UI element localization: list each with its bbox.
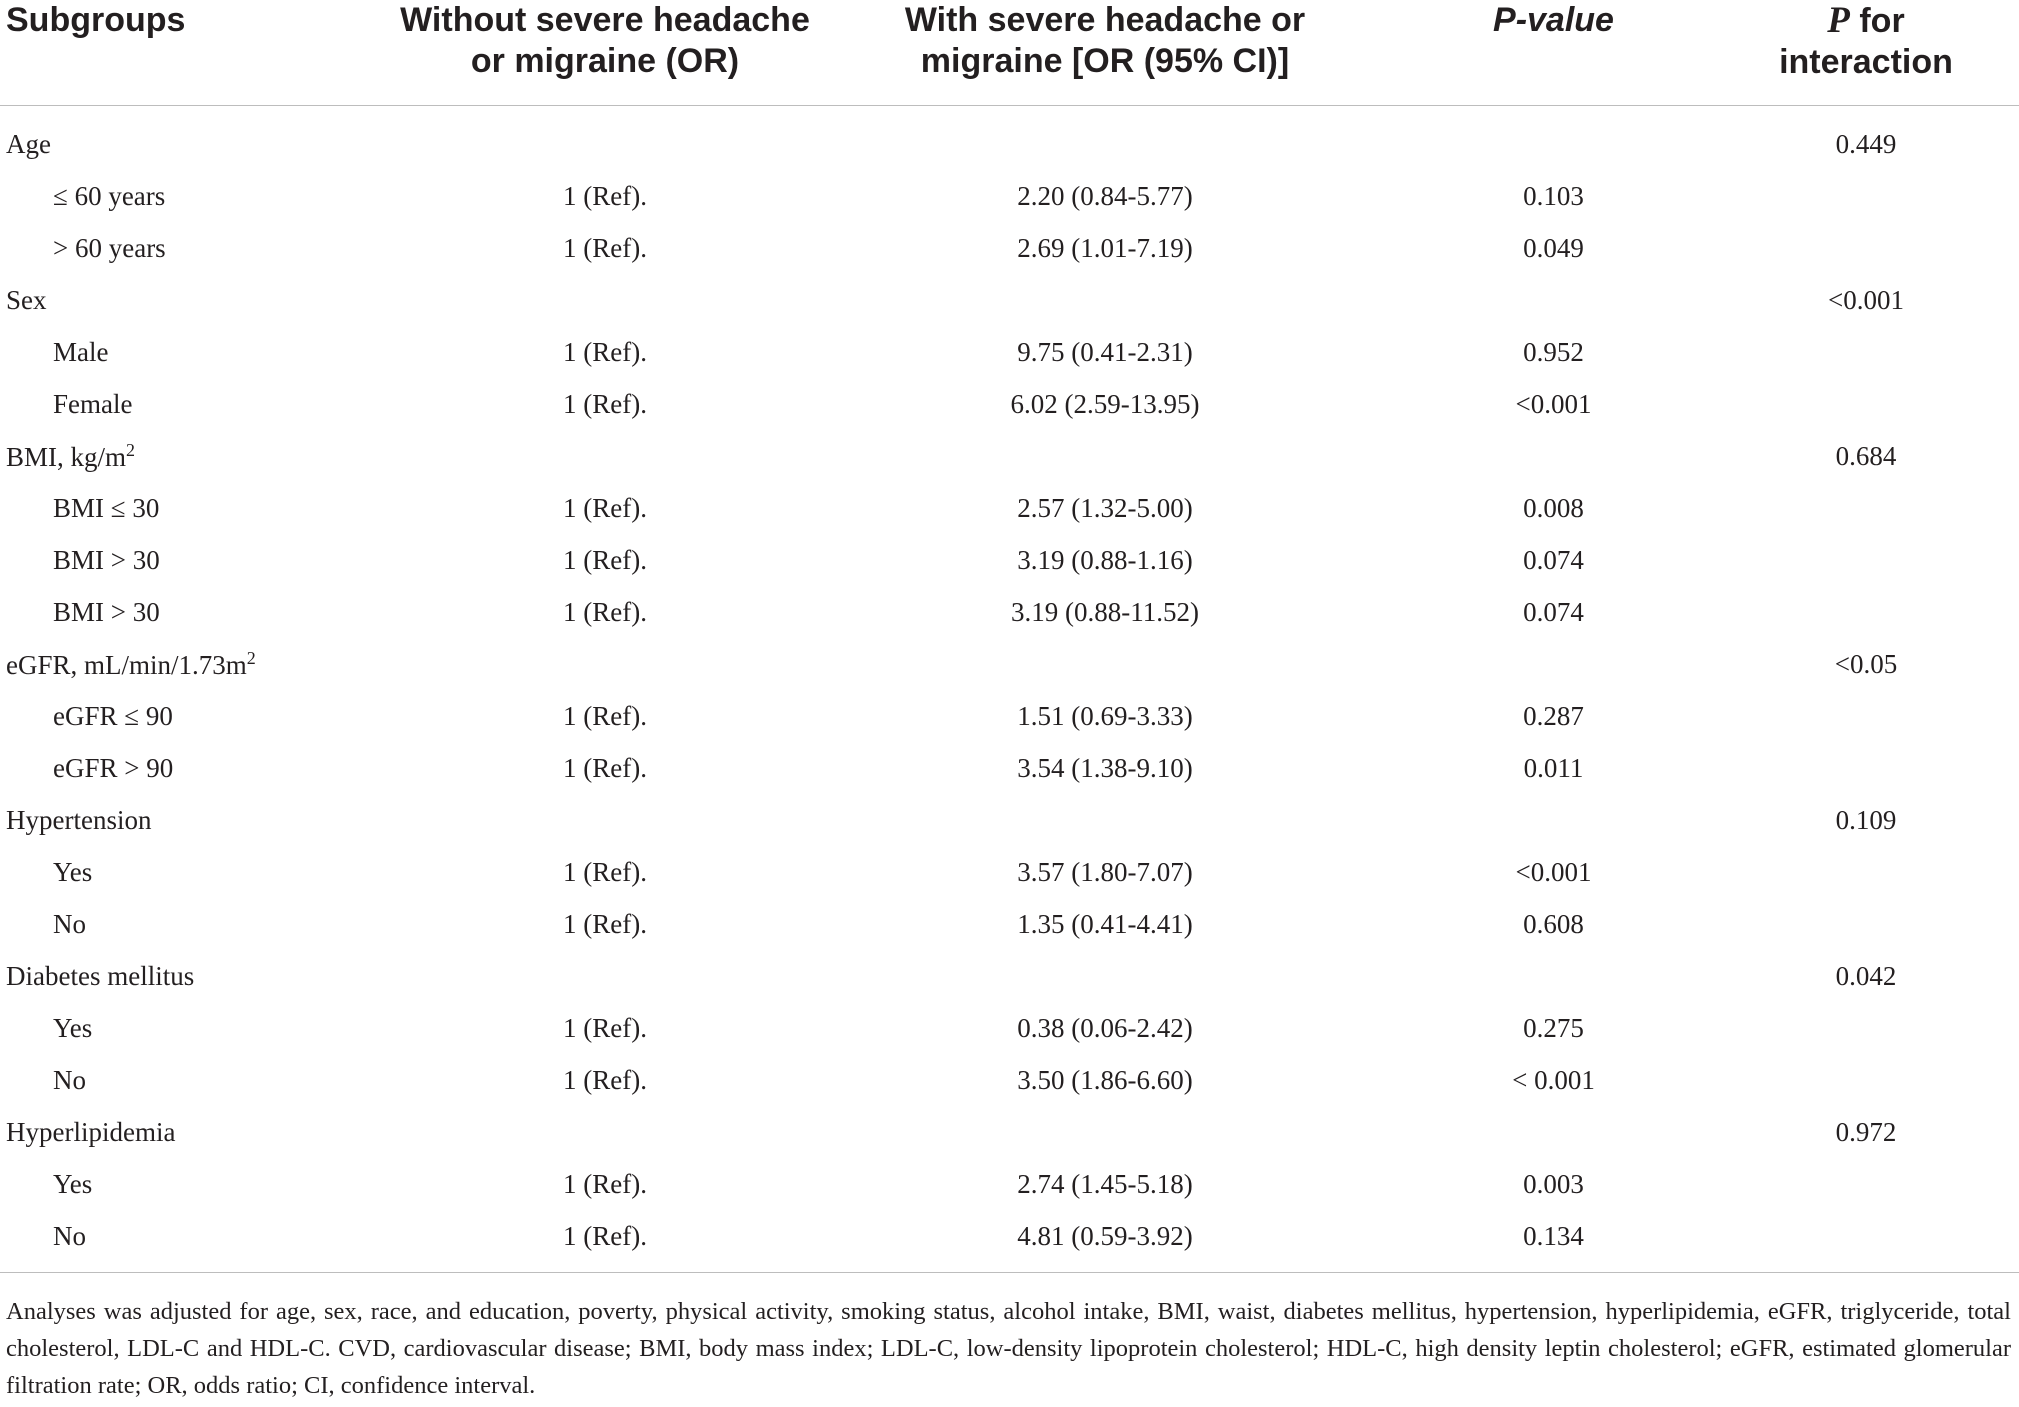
odds-ratio-cell [840,898,1370,950]
subgroup-label-cell-text: No [53,908,86,939]
p-value-cell-text: 0.008 [1523,492,1584,523]
p-value-cell [1370,106,1737,171]
table-header [0,0,2019,106]
table-row [0,482,2019,534]
p-interaction-cell [1737,534,2019,586]
p-value-cell [1370,690,1737,742]
p-interaction-cell [1737,690,2019,742]
ref-cell-text: 1 (Ref). [563,908,647,939]
odds-ratio-cell-text: 6.02 (2.59-13.95) [1010,388,1200,419]
subgroup-label-cell [0,1158,370,1210]
odds-ratio-cell [840,742,1370,794]
p-value-cell-text: 0.287 [1523,700,1584,731]
odds-ratio-cell [840,638,1370,690]
p-interaction-cell-text: 0.972 [1835,1116,1897,1147]
header-p-value-text: P-value [1493,1,1614,39]
group-row [0,430,2019,482]
odds-ratio-cell [840,482,1370,534]
ref-cell-text: 1 (Ref). [563,752,647,783]
p-interaction-cell-text: 0.109 [1835,804,1897,835]
ref-cell-text: 1 (Ref). [563,596,647,627]
p-value-cell-text: < 0.001 [1512,1064,1595,1095]
ref-cell [370,482,840,534]
ref-cell-text: 1 (Ref). [563,388,647,419]
ref-cell [370,106,840,171]
p-value-cell [1370,170,1737,222]
subgroup-label-cell [0,898,370,950]
header-subgroups [0,0,370,106]
subgroup-label-cell [0,1002,370,1054]
table-row [0,1002,2019,1054]
table-footnote: Analyses was adjusted for age, sex, race, and education, poverty, physical activity, smoking status, alcohol intake, BMI, waist, diabetes mellitus, hypertension, hyperlipidemia, eGFR, triglyceride, total cholesterol, LDL-C and HDL-C. CVD, cardiovascular disease; BMI, body mass index; LDL-C, low-density lipoprotein cholesterol; HDL-C, high density leptin cholesterol; eGFR, estimated glomerular filtration rate; OR, odds ratio; CI, confidence interval. [6,1298,2011,1399]
odds-ratio-cell-text: 3.19 (0.88-1.16) [1017,544,1193,575]
ref-cell [370,274,840,326]
ref-cell-text: 1 (Ref). [563,492,647,523]
p-value-cell-text: 0.011 [1523,752,1584,783]
subgroup-label-cell-text: No [53,1220,86,1251]
ref-cell-text: 1 (Ref). [563,1012,647,1043]
ref-cell [370,586,840,638]
p-interaction-cell [1737,378,2019,430]
ref-cell [370,846,840,898]
subgroup-label-cell [0,482,370,534]
subgroup-label-cell-text: Male [53,336,109,367]
p-value-cell [1370,1158,1737,1210]
subgroup-label-cell-text: Hypertension [6,804,152,835]
subgroup-label-cell-text: eGFR, mL/min/1.73m [6,649,247,680]
subgroup-label-cell-text: BMI > 30 [53,596,160,627]
subgroup-label-cell-text: BMI, kg/m [6,441,127,472]
ref-cell [370,794,840,846]
table-row [0,690,2019,742]
odds-ratio-cell-text: 1.51 (0.69-3.33) [1017,700,1193,731]
p-value-cell [1370,1002,1737,1054]
ref-cell [370,326,840,378]
p-value-cell [1370,482,1737,534]
subgroup-label-cell [0,1054,370,1106]
odds-ratio-cell-text: 1.35 (0.41-4.41) [1017,908,1193,939]
odds-ratio-cell [840,1158,1370,1210]
p-value-cell [1370,222,1737,274]
header-subgroups-text: Subgroups [6,1,186,39]
p-value-cell-text: 0.074 [1523,544,1584,575]
group-row [0,274,2019,326]
ref-cell [370,742,840,794]
p-interaction-cell [1737,106,2019,171]
p-value-cell [1370,326,1737,378]
table-row [0,222,2019,274]
ref-cell-text: 1 (Ref). [563,700,647,731]
ref-cell-text: 1 (Ref). [563,1168,647,1199]
table-row [0,1158,2019,1210]
table-row [0,742,2019,794]
odds-ratio-cell [840,378,1370,430]
subgroup-label-cell-text: Female [53,388,133,419]
p-interaction-cell-text: <0.001 [1828,284,1904,315]
p-value-cell-text: 0.003 [1523,1168,1584,1199]
subgroup-label-cell-text: Hyperlipidemia [6,1116,176,1147]
p-interaction-cell [1737,742,2019,794]
subgroup-label-cell [0,222,370,274]
p-interaction-cell [1737,430,2019,482]
odds-ratio-cell-text: 4.81 (0.59-3.92) [1017,1220,1193,1251]
subgroup-label-cell [0,1210,370,1273]
ref-cell [370,690,840,742]
subgroup-label-cell [0,274,370,326]
odds-ratio-cell-text: 9.75 (0.41-2.31) [1017,336,1193,367]
odds-ratio-cell [840,222,1370,274]
odds-ratio-cell-text: 3.57 (1.80-7.07) [1017,856,1193,887]
header-with-headache [840,0,1370,106]
subgroup-label-cell-text: eGFR ≤ 90 [53,700,173,731]
p-value-cell [1370,1054,1737,1106]
group-row [0,1106,2019,1158]
p-interaction-cell [1737,1210,2019,1273]
odds-ratio-cell-text: 2.20 (0.84-5.77) [1017,180,1193,211]
subgroup-label-cell-text: Yes [53,856,93,887]
ref-cell-text: 1 (Ref). [563,1064,647,1095]
p-interaction-cell [1737,846,2019,898]
odds-ratio-cell-text: 2.69 (1.01-7.19) [1017,232,1193,263]
header-interaction-text: interaction [1779,43,1953,81]
p-value-cell [1370,378,1737,430]
subgroup-label-cell [0,638,370,690]
p-interaction-cell [1737,638,2019,690]
p-interaction-cell [1737,326,2019,378]
subgroup-label-cell [0,326,370,378]
p-interaction-cell [1737,794,2019,846]
subgroup-label-cell [0,586,370,638]
ref-cell [370,638,840,690]
p-interaction-cell [1737,482,2019,534]
ref-cell-text: 1 (Ref). [563,544,647,575]
header-p-interaction [1737,0,2019,106]
odds-ratio-cell [840,846,1370,898]
subgroup-label-cell [0,846,370,898]
ref-cell [370,1210,840,1273]
p-interaction-cell [1737,586,2019,638]
superscript: 2 [126,439,136,460]
subgroup-label-cell-text: Yes [53,1168,93,1199]
subgroup-label-cell [0,534,370,586]
odds-ratio-cell-text: 2.74 (1.45-5.18) [1017,1168,1193,1199]
table-row [0,378,2019,430]
ref-cell [370,534,840,586]
subgroup-label-cell-text: Age [6,128,51,159]
subgroup-label-cell [0,950,370,1002]
p-interaction-cell [1737,170,2019,222]
ref-cell [370,378,840,430]
ref-cell-text: 1 (Ref). [563,856,647,887]
odds-ratio-cell-text: 3.19 (0.88-11.52) [1011,596,1199,627]
p-interaction-cell-text: 0.684 [1835,440,1897,471]
odds-ratio-cell-text: 3.54 (1.38-9.10) [1017,752,1193,783]
p-interaction-cell-text: <0.05 [1834,648,1898,679]
subgroup-label-cell-text: Yes [53,1012,93,1043]
p-value-cell [1370,898,1737,950]
p-value-cell-text: 0.608 [1523,908,1584,939]
odds-ratio-cell [840,170,1370,222]
ref-cell-text: 1 (Ref). [563,232,647,263]
odds-ratio-cell-text: 2.57 (1.32-5.00) [1017,492,1193,523]
odds-ratio-cell [840,274,1370,326]
ref-cell [370,898,840,950]
header-without-headache [370,0,840,106]
subgroup-label-cell-text: Sex [6,284,47,315]
subgroup-label-cell-text: Diabetes mellitus [6,960,195,991]
subgroup-label-cell [0,430,370,482]
ref-cell [370,1054,840,1106]
odds-ratio-cell [840,430,1370,482]
p-value-cell [1370,638,1737,690]
p-value-cell [1370,846,1737,898]
table-row [0,898,2019,950]
group-row [0,638,2019,690]
ref-cell [370,170,840,222]
p-value-cell [1370,1210,1737,1273]
ref-cell [370,1002,840,1054]
p-value-cell-text: 0.275 [1523,1012,1584,1043]
subgroup-label-cell-text: > 60 years [53,232,166,263]
p-interaction-cell [1737,898,2019,950]
table-row [0,170,2019,222]
odds-ratio-cell [840,534,1370,586]
p-interaction-cell [1737,1054,2019,1106]
p-value-cell-text: <0.001 [1515,388,1592,419]
header-with-line1: With severe headache or [904,1,1306,39]
odds-ratio-cell-text: 3.50 (1.86-6.60) [1017,1064,1193,1095]
table-row [0,1054,2019,1106]
odds-ratio-cell [840,586,1370,638]
header-p-italic: P [1827,0,1850,41]
table-row [0,586,2019,638]
table-row [0,534,2019,586]
subgroup-label-cell [0,1106,370,1158]
group-row [0,950,2019,1002]
p-interaction-cell [1737,950,2019,1002]
subgroup-label-cell [0,794,370,846]
p-value-cell-text: 0.049 [1523,232,1584,263]
p-value-cell [1370,274,1737,326]
subgroup-label-cell [0,742,370,794]
header-for-text: for [1849,2,1905,40]
p-value-cell-text: 0.952 [1523,336,1584,367]
odds-ratio-cell [840,1106,1370,1158]
p-value-cell-text: <0.001 [1515,856,1592,887]
subgroup-label-cell [0,106,370,171]
ref-cell [370,222,840,274]
p-interaction-cell-text: 0.042 [1835,960,1897,991]
table-row [0,1210,2019,1273]
odds-ratio-cell [840,1054,1370,1106]
odds-ratio-cell-text: 0.38 (0.06-2.42) [1017,1012,1193,1043]
p-value-cell-text: 0.103 [1523,180,1584,211]
p-value-cell [1370,534,1737,586]
p-value-cell [1370,742,1737,794]
subgroup-label-cell-text: eGFR > 90 [53,752,174,783]
ref-cell [370,950,840,1002]
p-value-cell [1370,1106,1737,1158]
ref-cell-text: 1 (Ref). [563,1220,647,1251]
table-row [0,326,2019,378]
p-interaction-cell [1737,274,2019,326]
odds-ratio-cell [840,326,1370,378]
header-without-line1: Without severe headache [400,1,810,39]
superscript: 2 [246,647,256,668]
ref-cell [370,1158,840,1210]
odds-ratio-cell [840,950,1370,1002]
p-value-cell [1370,950,1737,1002]
subgroup-label-cell-text: BMI ≤ 30 [53,492,160,523]
subgroup-label-cell [0,170,370,222]
subgroup-label-cell-text: ≤ 60 years [53,180,166,211]
ref-cell-text: 1 (Ref). [563,336,647,367]
subgroup-label-cell [0,378,370,430]
p-value-cell [1370,430,1737,482]
subgroup-label-cell-text: No [53,1064,86,1095]
ref-cell-text: 1 (Ref). [563,180,647,211]
group-row [0,794,2019,846]
odds-ratio-cell [840,106,1370,171]
p-value-cell-text: 0.074 [1523,596,1584,627]
p-interaction-cell-text: 0.449 [1835,128,1897,159]
odds-ratio-cell [840,1210,1370,1273]
odds-ratio-cell [840,794,1370,846]
group-row [0,106,2019,171]
p-interaction-cell [1737,1158,2019,1210]
table-row [0,846,2019,898]
odds-ratio-cell [840,690,1370,742]
header-p-value [1370,0,1737,106]
subgroup-label-cell [0,690,370,742]
header-without-line2: or migraine (OR) [470,42,740,80]
header-row [0,0,2019,106]
p-interaction-cell [1737,1002,2019,1054]
ref-cell [370,430,840,482]
p-value-cell [1370,794,1737,846]
p-value-cell [1370,586,1737,638]
p-value-cell-text: 0.134 [1523,1220,1584,1251]
p-interaction-cell [1737,222,2019,274]
ref-cell [370,1106,840,1158]
header-with-line2: migraine [OR (95% CI)] [920,42,1290,80]
subgroup-label-cell-text: BMI > 30 [53,544,160,575]
p-interaction-cell [1737,1106,2019,1158]
odds-ratio-cell [840,1002,1370,1054]
table-body [0,106,2019,1273]
